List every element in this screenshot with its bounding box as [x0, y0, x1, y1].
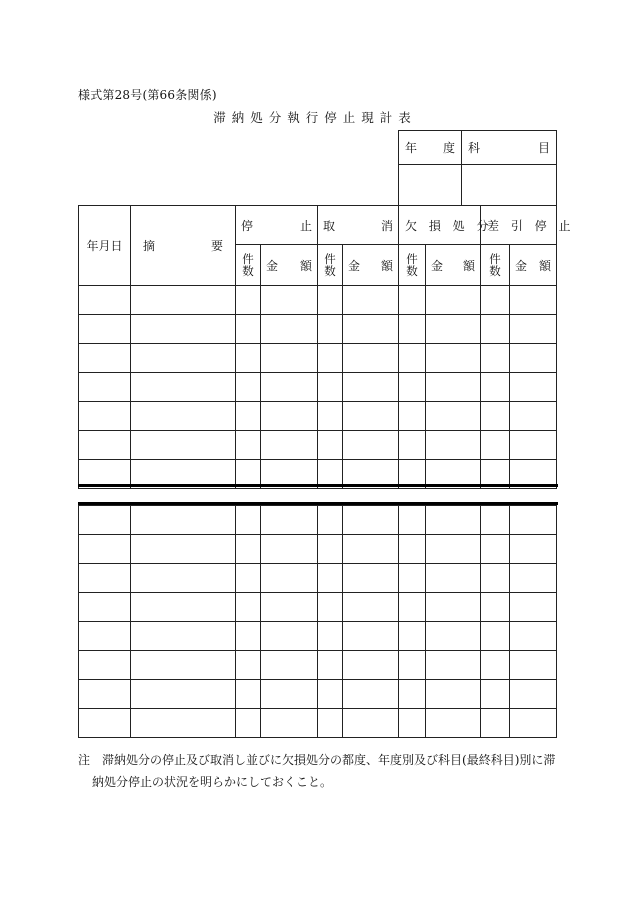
- ledger-cell[interactable]: [399, 506, 426, 535]
- ledger-cell[interactable]: [399, 402, 426, 431]
- ledger-cell[interactable]: [79, 535, 131, 564]
- date-header: 年月日: [79, 206, 131, 286]
- net-suspension-header: 差 引 停 止: [481, 206, 557, 245]
- ledger-cell[interactable]: [261, 344, 318, 373]
- ledger-cell[interactable]: [131, 315, 236, 344]
- amount-header: 金 額: [426, 245, 481, 286]
- ledger-row: [79, 373, 557, 402]
- ledger-cell[interactable]: [481, 709, 510, 738]
- ledger-cell[interactable]: [236, 315, 261, 344]
- ledger-cell[interactable]: [399, 564, 426, 593]
- ledger-cell[interactable]: [131, 286, 236, 315]
- ledger-cell[interactable]: [79, 373, 131, 402]
- ledger-cell[interactable]: [426, 535, 481, 564]
- ledger-row: [79, 680, 557, 709]
- ledger-cell[interactable]: [481, 373, 510, 402]
- fiscal-year-subject-box: [398, 130, 557, 206]
- page-title: 滞納処分執行停止現計表: [213, 110, 417, 125]
- ledger-cell[interactable]: [79, 506, 131, 535]
- ledger-cell[interactable]: [131, 564, 236, 593]
- ledger-cell[interactable]: [318, 709, 343, 738]
- ledger-cell[interactable]: [399, 709, 426, 738]
- ledger-cell[interactable]: [79, 564, 131, 593]
- ledger-row: [79, 402, 557, 431]
- ledger-cell[interactable]: [318, 344, 343, 373]
- ledger-cell[interactable]: [236, 680, 261, 709]
- ledger-cell[interactable]: [481, 535, 510, 564]
- ledger-cell[interactable]: [426, 680, 481, 709]
- ledger-row: [79, 593, 557, 622]
- ledger-cell[interactable]: [510, 402, 557, 431]
- ledger-cell[interactable]: [399, 431, 426, 460]
- count-header: 件 数: [481, 245, 510, 286]
- ledger-cell[interactable]: [261, 564, 318, 593]
- ledger-cell[interactable]: [510, 651, 557, 680]
- ledger-cell[interactable]: [399, 344, 426, 373]
- ledger-cell[interactable]: [510, 344, 557, 373]
- ledger-cell[interactable]: [399, 535, 426, 564]
- ledger-cell[interactable]: [318, 593, 343, 622]
- ledger-cell[interactable]: [318, 564, 343, 593]
- ledger-cell[interactable]: [236, 593, 261, 622]
- ledger-cell[interactable]: [510, 622, 557, 651]
- ledger-cell[interactable]: [79, 709, 131, 738]
- ledger-cell[interactable]: [343, 373, 399, 402]
- ledger-cell[interactable]: [131, 535, 236, 564]
- ledger-cell[interactable]: [510, 680, 557, 709]
- ledger-cell[interactable]: [481, 593, 510, 622]
- ledger-cell[interactable]: [318, 680, 343, 709]
- note-line-1: 滞納処分の停止及び取消し並びに欠損処分の都度、年度別及び科目(最終科目)別に滞: [102, 753, 556, 767]
- upper-rows: [79, 286, 557, 489]
- ledger-cell[interactable]: [510, 593, 557, 622]
- ledger-cell[interactable]: [318, 622, 343, 651]
- ledger-cell[interactable]: [236, 506, 261, 535]
- ledger-cell[interactable]: [236, 402, 261, 431]
- ledger-cell[interactable]: [318, 651, 343, 680]
- ledger-cell[interactable]: [318, 373, 343, 402]
- ledger-cell[interactable]: [343, 680, 399, 709]
- ledger-cell[interactable]: [318, 315, 343, 344]
- summary-header: 摘 要: [131, 206, 236, 286]
- ledger-cell[interactable]: [261, 506, 318, 535]
- ledger-cell[interactable]: [426, 593, 481, 622]
- ledger-cell[interactable]: [236, 344, 261, 373]
- ledger-cell[interactable]: [236, 286, 261, 315]
- ledger-cell[interactable]: [79, 622, 131, 651]
- ledger-cell[interactable]: [343, 344, 399, 373]
- ledger-cell[interactable]: [343, 506, 399, 535]
- ledger-cell[interactable]: [131, 622, 236, 651]
- ledger-cell[interactable]: [343, 402, 399, 431]
- ledger-cell[interactable]: [131, 593, 236, 622]
- ledger-row: [79, 535, 557, 564]
- ledger-cell[interactable]: [481, 564, 510, 593]
- ledger-cell[interactable]: [481, 344, 510, 373]
- ledger-cell[interactable]: [261, 431, 318, 460]
- ledger-cell[interactable]: [261, 622, 318, 651]
- count-header: 件 数: [399, 245, 426, 286]
- ledger-cell[interactable]: [510, 564, 557, 593]
- ledger-cell[interactable]: [426, 651, 481, 680]
- ledger-cell[interactable]: [510, 506, 557, 535]
- ledger-row: [79, 651, 557, 680]
- ledger-cell[interactable]: [131, 709, 236, 738]
- ledger-cell[interactable]: [261, 402, 318, 431]
- amount-header: 金 額: [510, 245, 557, 286]
- ledger-cell[interactable]: [399, 373, 426, 402]
- count-header: 件 数: [236, 245, 261, 286]
- ledger-row: [79, 344, 557, 373]
- count-header: 件 数: [318, 245, 343, 286]
- ledger-cell[interactable]: [343, 564, 399, 593]
- ledger-cell[interactable]: [261, 680, 318, 709]
- ledger-cell[interactable]: [426, 622, 481, 651]
- ledger-cell[interactable]: [510, 431, 557, 460]
- ledger-cell[interactable]: [426, 431, 481, 460]
- ledger-row: [79, 709, 557, 738]
- ledger-cell[interactable]: [343, 651, 399, 680]
- ledger-cell[interactable]: [79, 344, 131, 373]
- lower-rows: [79, 506, 557, 738]
- ledger-cell[interactable]: [131, 506, 236, 535]
- ledger-cell[interactable]: [426, 315, 481, 344]
- ledger-cell[interactable]: [426, 402, 481, 431]
- ledger-cell[interactable]: [79, 431, 131, 460]
- ledger-cell[interactable]: [236, 373, 261, 402]
- ledger-cell[interactable]: [318, 506, 343, 535]
- ledger-table-upper: [78, 205, 575, 489]
- ledger-cell[interactable]: [426, 506, 481, 535]
- ledger-cell[interactable]: [236, 535, 261, 564]
- ledger-cell[interactable]: [236, 431, 261, 460]
- ledger-cell[interactable]: [318, 431, 343, 460]
- fiscal-year-label: 年 度: [399, 131, 462, 165]
- ledger-cell[interactable]: [131, 373, 236, 402]
- ledger-cell[interactable]: [426, 344, 481, 373]
- ledger-row: [79, 622, 557, 651]
- ledger-cell[interactable]: [343, 315, 399, 344]
- ledger-cell[interactable]: [399, 680, 426, 709]
- ledger-cell[interactable]: [261, 593, 318, 622]
- cancellation-header: 取 消: [318, 206, 399, 245]
- ledger-cell[interactable]: [318, 286, 343, 315]
- ledger-cell[interactable]: [510, 535, 557, 564]
- ledger-cell[interactable]: [481, 651, 510, 680]
- ledger-row: [79, 506, 557, 535]
- ledger-cell[interactable]: [79, 680, 131, 709]
- amount-header: 金 額: [261, 245, 318, 286]
- ledger-cell[interactable]: [343, 286, 399, 315]
- ledger-table-lower: [78, 505, 557, 738]
- ledger-cell[interactable]: [261, 315, 318, 344]
- amount-header: 金 額: [343, 245, 399, 286]
- section-divider: [78, 484, 558, 487]
- ledger-cell[interactable]: [261, 286, 318, 315]
- ledger-cell[interactable]: [131, 431, 236, 460]
- ledger-cell[interactable]: [318, 535, 343, 564]
- ledger-cell[interactable]: [318, 402, 343, 431]
- ledger-cell[interactable]: [481, 286, 510, 315]
- ledger-cell[interactable]: [261, 535, 318, 564]
- ledger-cell[interactable]: [79, 286, 131, 315]
- ledger-cell[interactable]: [343, 535, 399, 564]
- ledger-cell[interactable]: [343, 709, 399, 738]
- ledger-cell[interactable]: [131, 344, 236, 373]
- ledger-cell[interactable]: [79, 402, 131, 431]
- ledger-cell[interactable]: [426, 709, 481, 738]
- note-mark: 注: [78, 753, 91, 767]
- ledger-cell[interactable]: [79, 651, 131, 680]
- ledger-cell[interactable]: [481, 431, 510, 460]
- ledger-cell[interactable]: [79, 315, 131, 344]
- ledger-cell[interactable]: [131, 680, 236, 709]
- loss-disposal-header: 欠 損 処 分: [399, 206, 481, 245]
- ledger-cell[interactable]: [426, 373, 481, 402]
- ledger-cell[interactable]: [481, 622, 510, 651]
- note-line-2: 納処分停止の状況を明らかにしておくこと。: [92, 775, 333, 789]
- ledger-cell[interactable]: [426, 286, 481, 315]
- ledger-cell[interactable]: [261, 709, 318, 738]
- form-number: 様式第28号(第66条関係): [78, 88, 217, 102]
- footnote: [78, 749, 556, 793]
- ledger-cell[interactable]: [343, 593, 399, 622]
- ledger-cell[interactable]: [510, 373, 557, 402]
- ledger-cell[interactable]: [261, 373, 318, 402]
- ledger-cell[interactable]: [399, 651, 426, 680]
- ledger-cell[interactable]: [481, 506, 510, 535]
- subject-field[interactable]: [462, 165, 557, 206]
- ledger-cell[interactable]: [236, 651, 261, 680]
- ledger-cell[interactable]: [510, 286, 557, 315]
- ledger-cell[interactable]: [261, 651, 318, 680]
- suspension-header: 停 止: [236, 206, 318, 245]
- ledger-cell[interactable]: [236, 709, 261, 738]
- ledger-row: [79, 286, 557, 315]
- fiscal-year-field[interactable]: [399, 165, 462, 206]
- ledger-cell[interactable]: [510, 315, 557, 344]
- ledger-cell[interactable]: [131, 651, 236, 680]
- ledger-cell[interactable]: [426, 564, 481, 593]
- subject-label: 科 目: [462, 131, 557, 165]
- ledger-cell[interactable]: [510, 709, 557, 738]
- ledger-cell[interactable]: [481, 402, 510, 431]
- ledger-cell[interactable]: [236, 622, 261, 651]
- ledger-cell[interactable]: [343, 622, 399, 651]
- ledger-row: [79, 564, 557, 593]
- ledger-row: [79, 431, 557, 460]
- ledger-row: [79, 315, 557, 344]
- ledger-cell[interactable]: [236, 564, 261, 593]
- ledger-cell[interactable]: [399, 622, 426, 651]
- ledger-cell[interactable]: [343, 431, 399, 460]
- ledger-cell[interactable]: [399, 286, 426, 315]
- ledger-cell[interactable]: [399, 315, 426, 344]
- ledger-cell[interactable]: [79, 593, 131, 622]
- ledger-cell[interactable]: [399, 593, 426, 622]
- ledger-cell[interactable]: [481, 680, 510, 709]
- ledger-cell[interactable]: [481, 315, 510, 344]
- ledger-cell[interactable]: [131, 402, 236, 431]
